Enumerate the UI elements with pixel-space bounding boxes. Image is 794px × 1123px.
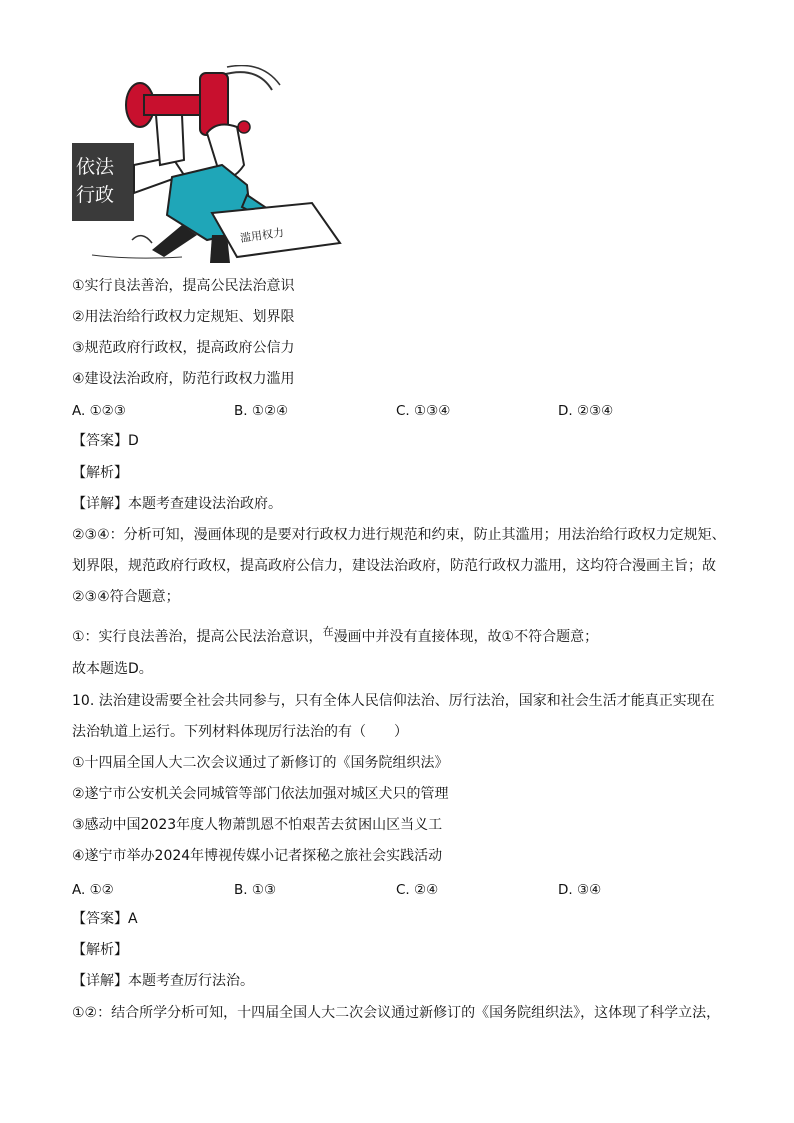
q10-detail: 【详解】本题考查厉行法治。 <box>72 973 254 989</box>
q9-answer: 【答案】D <box>72 433 139 449</box>
q9-option-2: ②用法治给行政权力定规矩、划界限 <box>72 309 295 325</box>
q10-stem-line-1: 10. 法治建设需要全社会共同参与，只有全体人民信仰法治、厉行法治，国家和社会生活才能真正实现在 <box>72 693 715 709</box>
q9-option-4: ④建设法治政府，防范行政权力滥用 <box>72 371 295 387</box>
q9-choice-d: D. ②③④ <box>558 403 614 419</box>
q10-analysis-line-1: ①②：结合所学分析可知，十四届全国人大二次会议通过新修订的《国务院组织法》，这体现了科学立法， <box>72 1005 721 1021</box>
q10-stem-line-2: 法治轨道上运行。下列材料体现厉行法治的有（ ） <box>72 724 408 740</box>
q9-analysis-line-4 <box>72 627 598 648</box>
q10-answer: 【答案】A <box>72 911 138 927</box>
q9-option-1: ①实行良法善治，提高公民法治意识 <box>72 278 295 294</box>
q10-option-2: ②遂宁市公安机关会同城管等部门依法加强对城区犬只的管理 <box>72 786 449 802</box>
sign-text-1: 依法 <box>76 156 115 178</box>
cartoon-illustration <box>72 65 342 265</box>
q10-option-1: ①十四届全国人大二次会议通过了新修订的《国务院组织法》 <box>72 755 449 771</box>
q10-option-3: ③感动中国2023年度人物萧凯恩不怕艰苦去贫困山区当义工 <box>72 817 443 833</box>
paper-text: 滥用权力 <box>239 225 285 245</box>
q9-choice-c: C. ①③④ <box>396 403 451 419</box>
q10-choice-b: B. ①③ <box>234 882 277 898</box>
q10-option-4: ④遂宁市举办2024年博视传媒小记者探秘之旅社会实践活动 <box>72 848 443 864</box>
q9-analysis-line-3: ②③④符合题意； <box>72 589 180 605</box>
q9-analysis-line-4-b: 漫画中并没有直接体现，故①不符合题意； <box>333 629 599 645</box>
q9-option-3: ③规范政府行政权，提高政府公信力 <box>72 340 295 356</box>
q9-choice-a: A. ①②③ <box>72 403 126 419</box>
q10-analysis-heading: 【解析】 <box>72 942 128 958</box>
q9-analysis-line-1: ②③④：分析可知，漫画体现的是要对行政权力进行规范和约束，防止其滥用；用法治给行政权力定规矩、 <box>72 527 726 543</box>
q10-choice-c: C. ②④ <box>396 882 439 898</box>
q10-choice-a: A. ①② <box>72 882 114 898</box>
q9-detail: 【详解】本题考查建设法治政府。 <box>72 496 282 512</box>
q9-choice-b: B. ①②④ <box>234 403 289 419</box>
q9-analysis-line-4-small: 在 <box>322 625 334 638</box>
q9-analysis-line-4-a: ①：实行良法善治，提高公民法治意识， <box>72 629 323 645</box>
q9-analysis-line-2: 划界限，规范政府行政权，提高政府公信力，建设法治政府，防范行政权力滥用，这均符合漫画主旨；故 <box>72 558 716 574</box>
q9-conclusion: 故本题选D。 <box>72 661 153 677</box>
sign-text-2: 行政 <box>76 184 115 206</box>
q9-analysis-heading: 【解析】 <box>72 465 128 481</box>
q10-choice-d: D. ③④ <box>558 882 602 898</box>
